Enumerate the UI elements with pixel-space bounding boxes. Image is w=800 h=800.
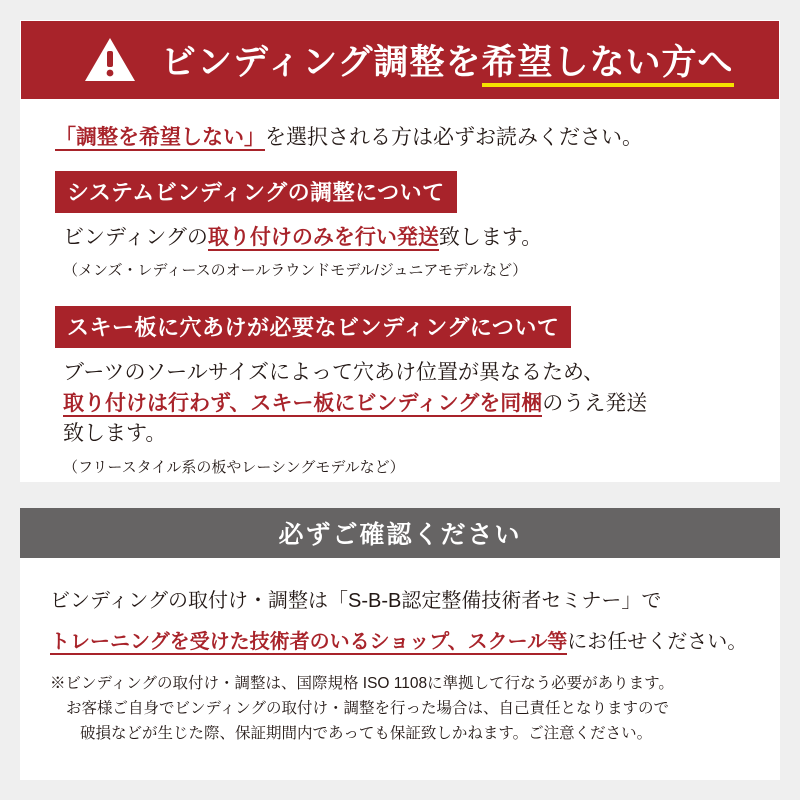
confirmation-line2-post: にお任せください。 (567, 631, 748, 653)
binding-adjustment-panel (20, 20, 780, 482)
section-body-post: 致します。 (438, 226, 543, 249)
section-body-line2-post: のうえ発送 (542, 391, 648, 415)
banner-title-highlight: 希望しない方へ (482, 43, 734, 87)
lead-emphasis: 「調整を希望しない」 (55, 126, 265, 149)
top-panel-body (21, 99, 779, 477)
confirmation-panel (20, 508, 780, 780)
fine-print (50, 672, 750, 746)
fine-print-line: 破損などが生じた際、保証期間内であっても保証致しかねます。ご注意ください。 (80, 724, 653, 742)
section-body-line2 (63, 389, 745, 419)
section-body-emphasis: 取り付けのみを行い発送 (207, 226, 439, 249)
confirmation-line2-emphasis: トレーニングを受けた技術者のいるショップ、スクール等 (50, 631, 568, 653)
section-heading: スキー板に穴あけが必要なビンディングについて (55, 306, 571, 348)
section-system-binding (55, 171, 745, 280)
banner-title-plain: ビンディング調整を (161, 43, 482, 82)
lead-text (55, 121, 745, 151)
warning-banner (21, 21, 779, 99)
confirmation-line1: ビンディングの取付け・調整は「S-B-B認定整備技術者セミナー」で (50, 590, 662, 612)
section-body-emphasis: 取り付けは行わず、スキー板にビンディングを同梱 (63, 391, 543, 415)
banner-title (161, 35, 734, 85)
section-body-pre: ビンディングの (63, 226, 208, 249)
section-body-line3: 致します。 (63, 422, 167, 446)
section-body-line1: ブーツのソールサイズによって穴あけ位置が異なるため、 (63, 361, 605, 385)
confirmation-header: 必ずご確認ください (20, 508, 780, 558)
section-heading: システムビンディングの調整について (55, 171, 457, 213)
confirmation-line2 (50, 625, 750, 654)
fine-print-line: ※ビンディングの取付け・調整は、国際規格 ISO 1108に準拠して行なう必要があります。 (50, 675, 674, 692)
confirmation-body (20, 558, 780, 746)
section-note: （フリースタイル系の板やレーシングモデルなど） (63, 458, 405, 476)
section-body (63, 358, 745, 449)
lead-rest: を選択される方は必ずお読みください。 (265, 126, 643, 149)
warning-triangle-icon (83, 36, 137, 84)
section-body (63, 223, 745, 253)
section-drilling-binding (55, 306, 745, 476)
fine-print-line: お客様ご自身でビンディングの取付け・調整を行った場合は、自己責任となりますので (66, 699, 669, 717)
section-note: （メンズ・レディースのオールラウンドモデル/ジュニアモデルなど） (63, 262, 528, 280)
